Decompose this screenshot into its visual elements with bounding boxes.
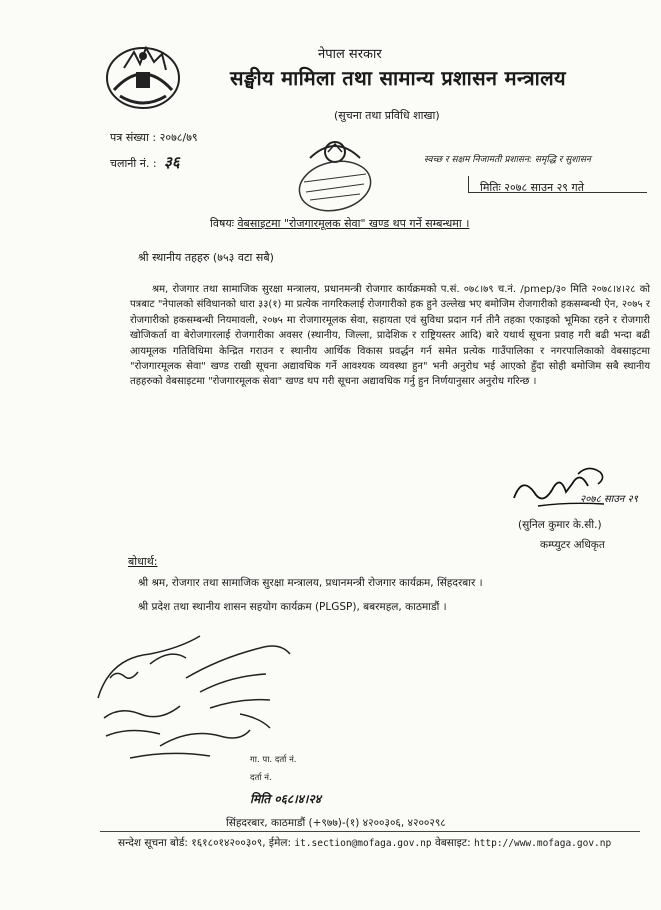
cc-label: बोधार्थ: [128,555,158,568]
stamp-line: मिति ०६८।४।२४ [250,792,321,806]
footer-email[interactable]: it.section@mofaga.gov.np [294,838,432,849]
signatory-title: कम्प्युटर अधिकृत [540,539,605,551]
body-paragraph: श्रम, रोजगार तथा सामाजिक सुरक्षा मन्त्रालय, प्रधानमन्त्री रोजगार कार्यक्रमको प.सं. ०७८।७९ च.नं. /pmep/३० मिति २०७८।४।२८ को पत्रबाट "नेपालको संविधानको धारा ३३(१) मा प्रत्येक नागरिकलाई रोजगारीको हक हुने उल्लेख भए बमोजिम रोजगारीको हकसम्बन्धी ऐन, २०७५ र रोजगारीको हकसम्बन्धी नियमावली, २०७५ मा रोजगारमूलक सेवा, सहायता एवं सुविधा प्रदान गर्न तीनै तहका एकाइको भूमिका रहने र रोजगारी खोजिकर्ता वा बेरोजगारलाई रोजगारीका अवसर (स्थानीय, जिल्ला, प्रादेशिक र राष्ट्रियस्तर आदि) बारे यथार्थ सूचना प्रवाह गरी बढी भन्दा बढी आयमूलक गतिविधिमा केन्द्रित गराउन र स्थानीय आर्थिक विकास प्रवर्द्धन गर्न समेत प्रत्येक गाउँपालिका र नगरपालिकाको वेबसाइटमा "रोजगारमूलक सेवा" खण्ड राखी सूचना अद्यावधिक गर्ने आवश्यक व्यवस्था हुन" भनी अनुरोध भई आएको हुँदा सोही बमोजिम सबै स्थानीय तहहरुको वेबसाइटमा "रोजगारमूलक सेवा" खण्ड थप गरी सूचना अद्यावधिक गर्नु हुन निर्णयानुसार अनुरोध गरिन्छ । [130,284,650,388]
handwritten-annotation [90,618,320,768]
cc-item: श्री प्रदेश तथा स्थानीय शासन सहयोग कार्यक्रम (PLGSP), बबरमहल, काठमाडौं । [138,601,447,613]
handwritten-signature [508,462,658,514]
subject-line [210,216,469,231]
footer-address: सिंहदरबार, काठमाडौं (+९७७)-(१) ४२००३०६, ४२००२९८ [226,817,446,829]
chalani-number [110,152,180,172]
signatory-name: (सुनिल कुमार के.सी.) [518,519,602,531]
footer-divider [100,831,640,832]
addressee: श्री स्थानीय तहहरु (७५३ वटा सबै) [138,251,274,264]
patra-sankhya [110,130,198,145]
chalani-label: चलानी नं. : [110,157,157,170]
cc-item: श्री श्रम, रोजगार तथा सामाजिक सुरक्षा मन्त्रालय, प्रधानमन्त्री रोजगार कार्यक्रम, सिंहदरबार । [138,577,483,589]
stamp-line: दर्ता नं. [250,773,272,783]
stamp-line: गा. पा. दर्ता नं. [250,755,297,765]
patra-value: २०७८/७९ [159,131,198,144]
subject-text: वेबसाइटमा "रोजगारमूलक सेवा" खण्ड थप गर्ने सम्बन्धमा । [237,217,470,230]
government-name: नेपाल सरकार [318,47,382,62]
patra-label: पत्र संख्या : [110,131,157,144]
date-label: मितिः [480,181,501,194]
footer-website[interactable]: http://www.mofaga.gov.np [473,838,612,849]
subject-label: विषयः [210,217,234,230]
motto-text: स्वच्छ र सक्षम निजामती प्रशासन: समृद्धि र सुशासन [424,155,591,165]
footer-prefix: सन्देश सूचना बोर्ड: १६१८०१४२००३०९, ईमेल: [118,837,291,849]
chalani-value: ३६ [164,153,180,171]
ministry-name: सङ्घीय मामिला तथा सामान्य प्रशासन मन्त्रालय [230,66,566,90]
signature-date: २०७८ साउन २९ [580,494,638,505]
letter-date [480,180,584,195]
letter-body [130,282,650,390]
nepal-emblem-icon [100,38,186,114]
section-name: (सुचना तथा प्रविधि शाखा) [334,109,440,122]
footer-contact [118,836,611,850]
footer-website-label: वेबसाइट: [434,837,471,849]
receipt-stamp [246,752,396,810]
office-seal-icon [290,128,380,218]
date-value: २०७८ साउन २९ गते [504,181,584,194]
